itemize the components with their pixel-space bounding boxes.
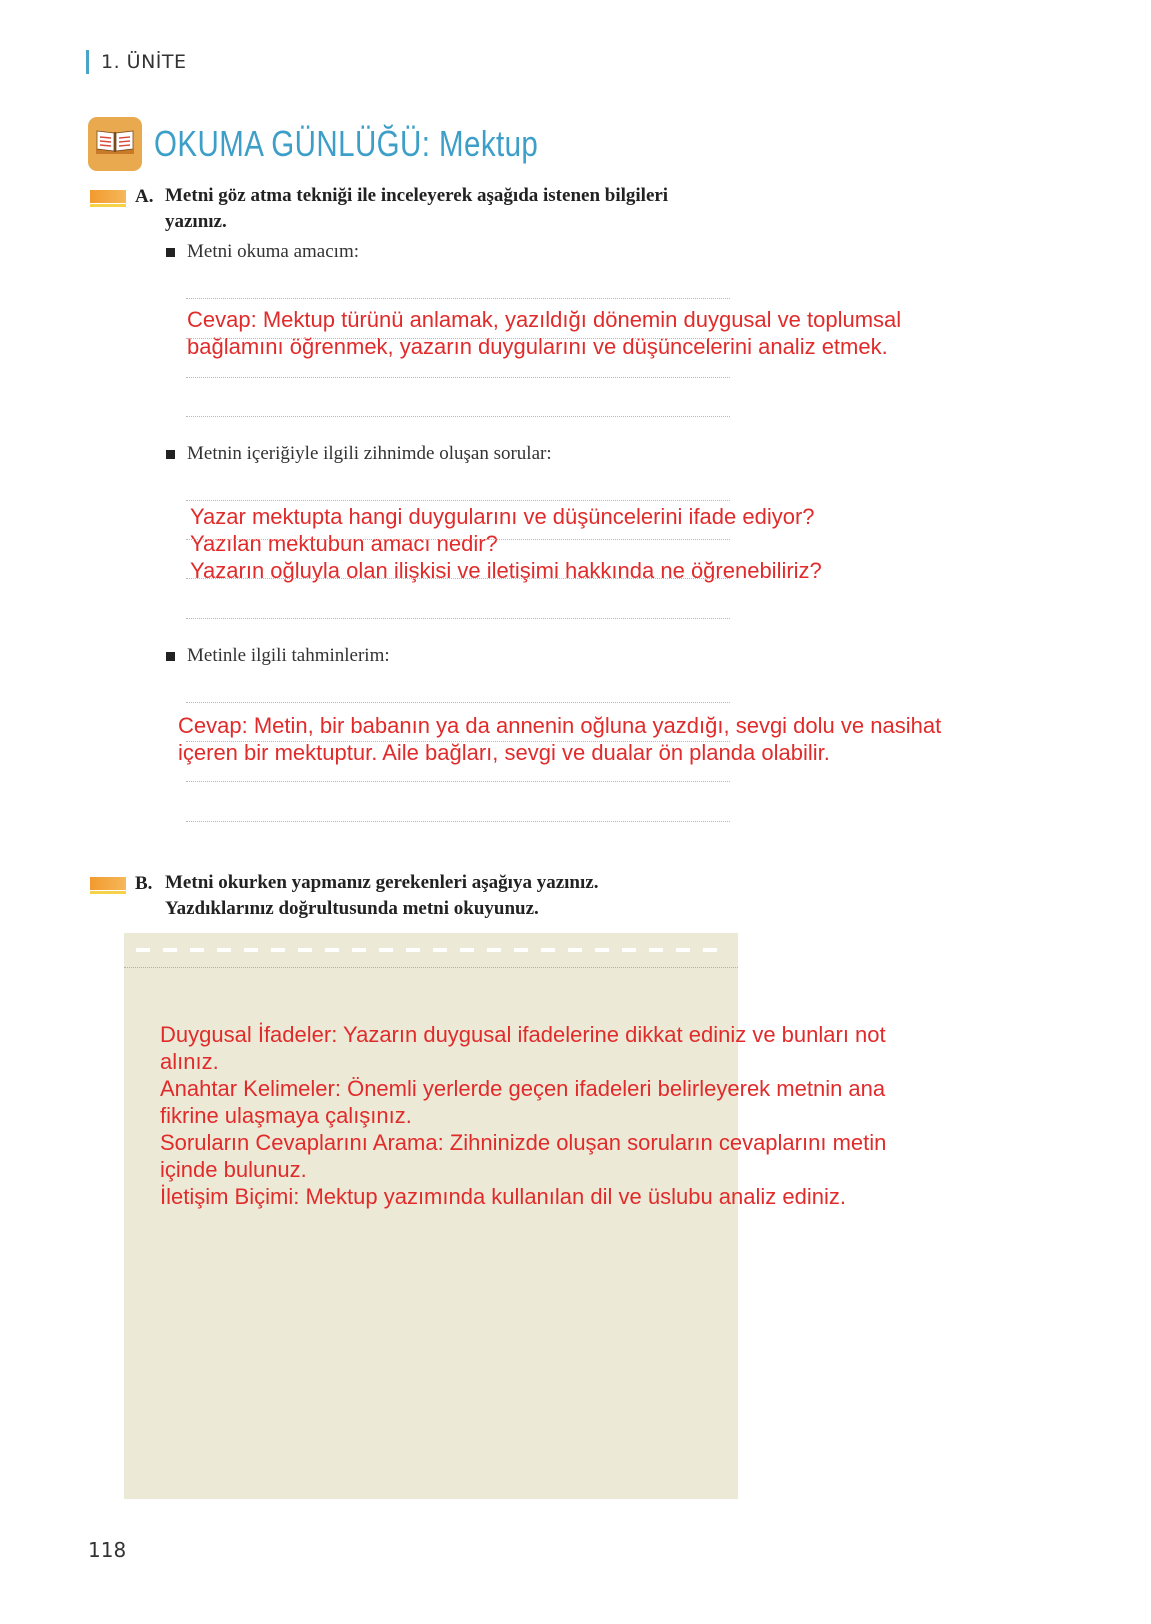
prompt-label: Metinle ilgili tahminlerim: xyxy=(187,645,390,666)
prompt-content-questions xyxy=(166,443,552,465)
answer-line xyxy=(186,539,730,540)
prompt-reading-purpose xyxy=(166,241,359,263)
unit-divider-bar xyxy=(86,50,89,74)
box-dotted-line xyxy=(124,967,738,968)
unit-label: 1. ÜNİTE xyxy=(101,51,187,73)
writing-box xyxy=(124,933,738,1499)
section-b-marker xyxy=(90,877,126,890)
answer-line xyxy=(186,821,730,822)
answer-line xyxy=(186,578,730,579)
answer-line xyxy=(186,416,730,417)
answer-reading-purpose: Cevap: Mektup türünü anlamak, yazıldığı dönemin duygusal ve toplumsal bağlamını öğrenmek, yazarın duygularını ve düşüncelerini analiz etmek. xyxy=(187,307,902,359)
box-dashed-border xyxy=(136,948,728,952)
answer-predictions: Cevap: Metin, bir babanın ya da annenin oğluna yazdığı, sevgi dolu ve nasihat içeren bir mektuptur. Aile bağları, sevgi ve dualar ön planda olabilir. xyxy=(178,713,942,765)
page-number: 118 xyxy=(88,1538,127,1562)
answer-line xyxy=(186,702,730,703)
square-bullet-icon xyxy=(166,652,175,661)
square-bullet-icon xyxy=(166,248,175,257)
answer-line xyxy=(186,338,730,339)
section-b-instruction-line: Metni okurken yapmanız gerekenleri aşağıya yazınız. xyxy=(165,872,599,893)
section-b-instruction xyxy=(165,870,598,922)
answer-content-questions: Yazar mektupta hangi duygularını ve düşüncelerini ifade ediyor? Yazılan mektubun amacı nedir? Yazarın oğluyla olan ilişkisi ve iletişimi hakkında ne öğrenebiliriz? xyxy=(190,504,822,583)
answer-line xyxy=(186,298,730,299)
section-a-marker xyxy=(90,190,126,203)
square-bullet-icon xyxy=(166,450,175,459)
answer-line xyxy=(186,781,730,782)
page-title: OKUMA GÜNLÜĞÜ: Mektup xyxy=(154,123,539,164)
prompt-predictions xyxy=(166,645,390,667)
answer-line xyxy=(186,741,730,742)
unit-header xyxy=(86,49,187,75)
prompt-label: Metni okuma amacım: xyxy=(187,241,360,262)
answer-line xyxy=(186,618,730,619)
answer-line xyxy=(186,500,730,501)
section-a-letter: A. xyxy=(135,186,154,207)
section-b-instruction-line: Yazdıklarınız doğrultusunda metni okuyunuz. xyxy=(165,898,539,919)
section-b-letter: B. xyxy=(135,873,153,894)
section-a-instruction-line: Metni göz atma tekniği ile inceleyerek aşağıda istenen bilgileri xyxy=(165,185,669,206)
open-book-icon xyxy=(88,117,142,171)
section-a-instruction xyxy=(165,183,668,235)
answer-line xyxy=(186,377,730,378)
section-title xyxy=(88,117,623,171)
prompt-label: Metnin içeriğiyle ilgili zihnimde oluşan sorular: xyxy=(187,443,552,464)
answer-reading-steps: Duygusal İfadeler: Yazarın duygusal ifadelerine dikkat ediniz ve bunları not alınız. Anahtar Kelimeler: Önemli yerlerde geçen ifadeleri belirleyerek metnin ana fikrine ulaşmaya çalışınız. Soruların Cevaplarını Arama: Zihninizde oluşan soruların cevaplarını metin içinde bulunuz. İletişim Biçimi: Mektup yazımında kullanılan dil ve üslubu analiz ediniz. xyxy=(160,1022,887,1209)
section-a-instruction-line: yazınız. xyxy=(165,211,227,232)
